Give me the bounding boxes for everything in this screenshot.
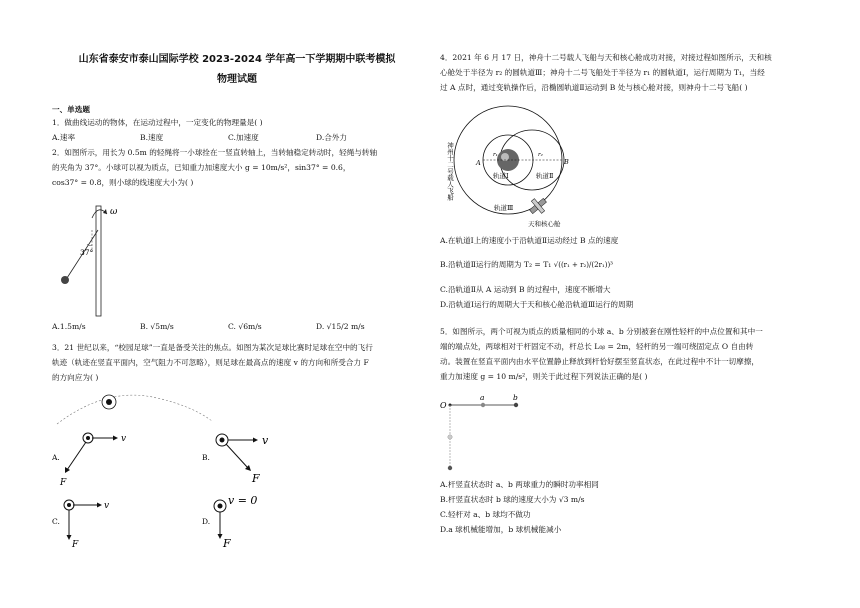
q4-orbit-figure — [440, 102, 590, 230]
orbit-2-label: 轨道Ⅱ — [536, 172, 554, 180]
question-1 — [52, 115, 404, 190]
svg-text:a: a — [480, 393, 485, 402]
title-line-2: 物理试题 — [217, 74, 257, 85]
svg-text:A: A — [476, 159, 481, 167]
q5-line-2: 端的端点处，两球相对于杆固定不动，杆总长 L₀ᵦ = 2m，轻杆的另一端可绕固定点 O 自由转 — [440, 342, 754, 351]
svg-text:v: v — [262, 434, 269, 447]
q3-option-b[interactable] — [202, 434, 269, 485]
q5-option-a[interactable]: A.杆竖直状态时 a、b 两球重力的瞬时功率相同 — [440, 480, 599, 489]
q4-option-c[interactable]: C.沿轨道Ⅱ从 A 运动到 B 的过程中，速度不断增大 — [440, 285, 611, 294]
q5-line-3: 动。装置在竖直平面内由水平位置静止释放到杆恰好摆至竖直状态，在此过程中不计一切摩擦， — [440, 357, 759, 366]
svg-text:F: F — [252, 472, 260, 485]
q1-option-a[interactable]: A.速率 — [52, 133, 76, 142]
q5-option-d[interactable]: D.a 球机械能增加，b 球机械能减小 — [440, 525, 562, 534]
svg-text:C.: C. — [52, 517, 60, 526]
page-title — [52, 50, 422, 90]
q2-line-3: cos37° = 0.8，则小球的线速度大小为( ) — [52, 178, 194, 187]
craft-label: 神州十二号载人飞船 — [446, 142, 454, 201]
q1-option-b[interactable]: B.速度 — [140, 133, 164, 142]
ball-a — [481, 403, 485, 407]
q3-line-1: 3．21 世纪以来，“校园足球”一直是备受关注的焦点。如图为某次足球比赛时足球在空中的飞行 — [52, 343, 373, 352]
q3-trajectory-figure — [52, 386, 412, 426]
q4-option-b-formula: √((r₁ + r₂)/(2r₁))³ — [553, 261, 613, 269]
q1-option-d[interactable]: D.合外力 — [316, 133, 348, 142]
ball — [61, 276, 69, 284]
q3-line-3: 的方向应为( ) — [52, 373, 99, 382]
q3-line-2: 轨迹（轨迹在竖直平面内，空气阻力不可忽略），则足球在最高点的速度 v 的方向和所受合力 F — [52, 358, 369, 367]
left-column — [52, 0, 422, 608]
q5-rod-figure — [440, 392, 580, 476]
q4-options — [440, 233, 633, 312]
section-heading: 一、单选题 — [52, 105, 90, 114]
q2-option-b[interactable]: B. √5m/s — [140, 322, 174, 331]
svg-text:v: v — [121, 434, 127, 444]
q5-option-b[interactable]: B.杆竖直状态时 b 球的速度大小为 √3 m/s — [440, 495, 585, 504]
q3-option-a[interactable] — [52, 433, 126, 488]
q2-option-d[interactable]: D. √15/2 m/s — [316, 322, 365, 331]
q4-line-1: 4．2021 年 6 月 17 日，神舟十二号载人飞船与天和核心舱成功对接，对接过程如图所示，天和核 — [440, 53, 772, 62]
omega-label: ω — [110, 207, 118, 217]
q2-line-2: 的夹角为 37°。小球可以视为质点，已知重力加速度大小 g = 10m/s²，sin37° = 0.6， — [52, 163, 351, 172]
q4-option-a[interactable]: A.在轨道Ⅰ上的速度小于沿轨道Ⅱ运动经过 B 点的速度 — [440, 236, 619, 245]
question-4 — [440, 50, 772, 95]
svg-text:v = 0: v = 0 — [228, 494, 258, 507]
station-label: 天和核心舱 — [528, 220, 561, 228]
svg-text:b: b — [513, 393, 518, 402]
q2-line-1: 2．如图所示，用长为 0.5m 的轻绳将一小球拴在一竖直转轴上，当转轴稳定转动时，轻绳与转轴 — [52, 148, 378, 157]
q1-option-c[interactable]: C.加速度 — [228, 133, 259, 142]
svg-text:r₂: r₂ — [538, 152, 543, 158]
q4-option-d[interactable]: D.沿轨道Ⅰ运行的周期大于天和核心舱沿轨道Ⅲ运行的周期 — [440, 300, 634, 309]
svg-text:A.: A. — [52, 453, 60, 462]
q5-options — [440, 477, 599, 537]
svg-text:B.: B. — [202, 453, 210, 462]
svg-text:F: F — [223, 537, 231, 550]
orbit-3-label: 轨道Ⅲ — [494, 204, 514, 212]
q5-line-1: 5．如图所示，两个可视为质点的质量相同的小球 a、b 分别被套在刚性轻杆的中点位置和其中一 — [440, 327, 763, 336]
svg-text:F: F — [72, 540, 79, 550]
angle-label: 37° — [80, 248, 94, 257]
q5-option-c[interactable]: C.轻杆对 a、b 球均不做功 — [440, 510, 531, 519]
right-column — [440, 0, 820, 608]
ball-b — [514, 403, 518, 407]
q2-figure — [52, 200, 192, 318]
question-3 — [52, 340, 373, 385]
q4-line-2: 心舱处于半径为 r₂ 的圆轨道Ⅲ；神舟十二号飞船处于半径为 r₁ 的圆轨道Ⅰ，运行周期为 T₁，当经 — [440, 68, 765, 77]
q2-options — [52, 319, 404, 334]
q4-line-3: 过 A 点时，通过变轨操作后，沿椭圆轨道Ⅱ运动到 B 处与核心舱对接，则神舟十二号飞船( ) — [440, 83, 748, 92]
title-line-1: 山东省泰安市泰山国际学校 2023-2024 学年高一下学期期中联考模拟 — [78, 54, 396, 65]
svg-text:F: F — [60, 478, 67, 488]
q1-stem: 1．做曲线运动的物体，在运动过程中，一定变化的物理量是( ) — [52, 118, 263, 127]
q1-options — [52, 130, 404, 145]
q3-options-figure — [52, 430, 422, 550]
q3-option-d[interactable] — [202, 494, 257, 550]
svg-text:O: O — [440, 401, 447, 410]
svg-text:D.: D. — [202, 517, 211, 526]
orbit-1-label: 轨道Ⅰ — [493, 172, 509, 180]
q3-option-c[interactable] — [52, 500, 109, 550]
q5-line-4: 重力加速度 g = 10 m/s²，则关于此过程下列说法正确的是( ) — [440, 372, 648, 381]
trajectory-curve — [57, 395, 212, 424]
q2-option-c[interactable]: C. √6m/s — [228, 322, 262, 331]
svg-text:r₁: r₁ — [493, 152, 498, 158]
svg-text:B: B — [564, 158, 569, 166]
question-5 — [440, 324, 763, 384]
svg-text:v: v — [104, 501, 110, 511]
q2-option-a[interactable]: A.1.5m/s — [52, 322, 86, 331]
q4-option-b[interactable]: B.沿轨道Ⅱ运行的周期为 T₂ = T₁ √((r₁ + r₂)/(2r₁))³ — [440, 260, 613, 269]
rotation-axis — [96, 206, 101, 316]
